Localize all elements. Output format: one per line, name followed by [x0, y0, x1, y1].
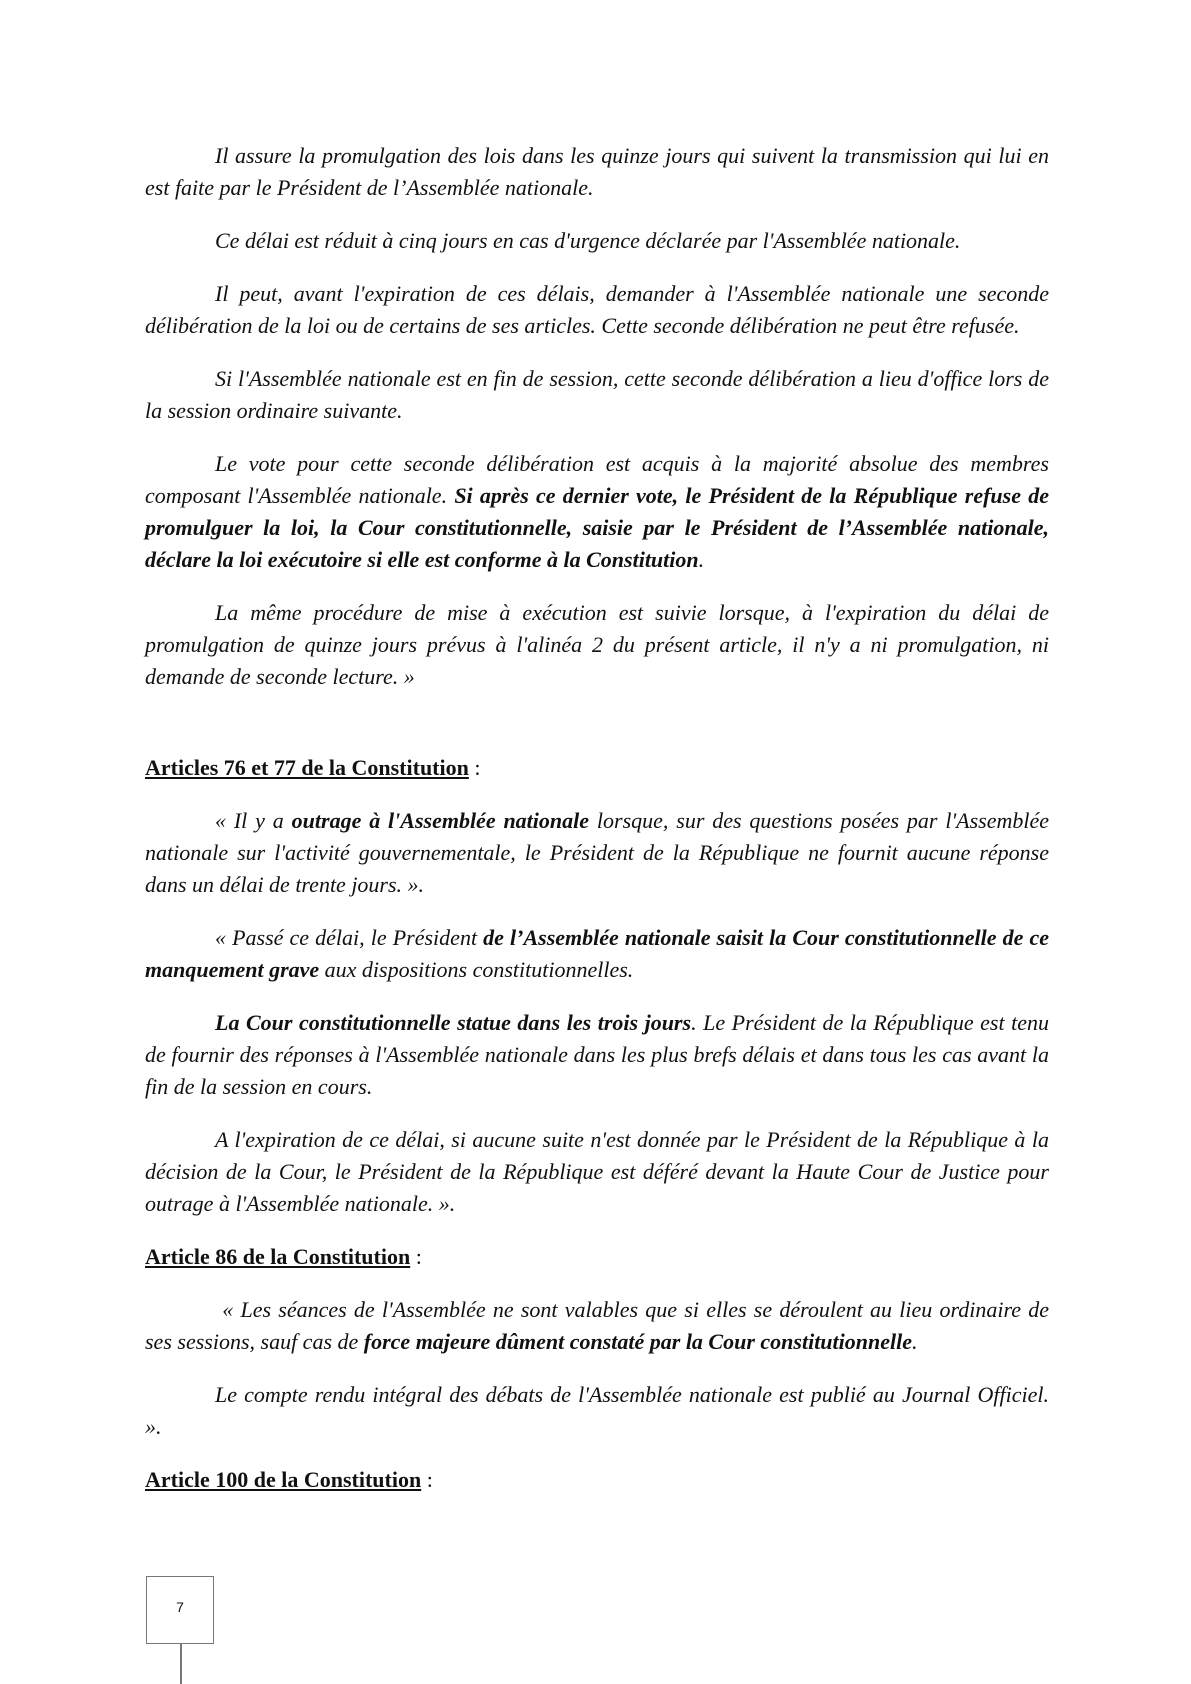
- bold-text-run: de l’Assemblée nationale saisit la Cour constitutionnelle de ce manquement grave: [145, 925, 1049, 982]
- text-run: Le compte rendu intégral des débats de l'Assemblée nationale est publié au Journal Officiel. ».: [145, 1382, 1049, 1439]
- heading-suffix: :: [410, 1244, 422, 1269]
- paragraph: [145, 363, 1049, 427]
- text-run: A l'expiration de ce délai, si aucune suite n'est donnée par le Président de la République à la décision de la Cour, le Président de la République est déféré devant la Haute Cour de Justice pour outrage à l'Assemblée nationale. ».: [145, 1127, 1049, 1216]
- section-gap: [145, 714, 1049, 752]
- bold-text-run: force majeure dûment constaté par la Cour constitutionnelle: [363, 1329, 912, 1354]
- heading-suffix: :: [468, 755, 481, 780]
- heading-suffix: :: [421, 1467, 433, 1492]
- paragraph: [145, 597, 1049, 693]
- paragraph: [145, 225, 1049, 257]
- text-run: Il assure la promulgation des lois dans les quinze jours qui suivent la transmission qui lui en est faite par le Président de l’Assemblée nationale.: [145, 143, 1049, 200]
- text-run: Ce délai est réduit à cinq jours en cas d'urgence déclarée par l'Assemblée nationale.: [215, 228, 961, 253]
- paragraphs-top: [145, 140, 1049, 693]
- text-run: . Le Président de la République est tenu de fournir des réponses à l'Assemblée nationale dans les plus brefs délais et dans tous les cas avant la fin de la session en cours.: [145, 1010, 1049, 1099]
- text-run: « Il y a: [215, 808, 292, 833]
- text-run: .: [698, 547, 705, 572]
- heading-article-100: [145, 1464, 1049, 1496]
- heading-title: Article 100 de la Constitution: [145, 1467, 422, 1492]
- paragraph: [145, 922, 1049, 986]
- paragraph: [145, 1294, 1049, 1358]
- page-number: 7: [176, 1599, 184, 1615]
- bold-text-run: La Cour constitutionnelle statue dans les trois jours: [215, 1010, 692, 1035]
- page-number-box: [146, 1576, 214, 1644]
- paragraph: [145, 448, 1049, 576]
- text-run: Si l'Assemblée nationale est en fin de session, cette seconde délibération a lieu d'office lors de la session ordinaire suivante.: [145, 366, 1049, 423]
- bold-text-run: outrage à l'Assemblée nationale: [291, 808, 590, 833]
- paragraph: [145, 1379, 1049, 1443]
- text-run: « Les séances de l'Assemblée ne sont valables que si elles se déroulent au lieu ordinaire de ses sessions, sauf cas de: [145, 1297, 1049, 1354]
- heading-article-86: [145, 1241, 1049, 1273]
- text-run: .: [912, 1329, 918, 1354]
- paragraph: [145, 1124, 1049, 1220]
- paragraphs-low: [145, 1294, 1049, 1443]
- document-page: [145, 140, 1049, 1517]
- bold-text-run: Si après ce dernier vote, le Président de la République refuse de promulguer la loi, la Cour constitutionnelle, saisie par le Président de l’Assemblée nationale, déclare la loi exécutoire si elle est conforme à la Constitution: [145, 483, 1049, 572]
- heading-title: Article 86 de la Constitution: [145, 1244, 411, 1269]
- text-run: lorsque, sur des questions posées par l'Assemblée nationale sur l'activité gouvernementale, le Président de la République ne fournit aucune réponse dans un délai de trente jours. ».: [145, 808, 1050, 897]
- heading-articles-76-77: [145, 752, 1049, 784]
- text-run: Il peut, avant l'expiration de ces délais, demander à l'Assemblée nationale une seconde délibération de la loi ou de certains de ses articles. Cette seconde délibération ne peut être refusée.: [145, 281, 1049, 338]
- text-run: aux dispositions constitutionnelles.: [319, 957, 634, 982]
- paragraphs-mid: [145, 805, 1049, 1220]
- text-run: Le vote pour cette seconde délibération est acquis à la majorité absolue des membres composant l'Assemblée nationale.: [145, 451, 1049, 508]
- paragraph: [145, 140, 1049, 204]
- page-number-connector-line: [180, 1644, 182, 1684]
- heading-title: Articles 76 et 77 de la Constitution: [145, 755, 469, 780]
- paragraph: [145, 278, 1049, 342]
- paragraph: [145, 1007, 1049, 1103]
- paragraph: [145, 805, 1049, 901]
- text-run: La même procédure de mise à exécution est suivie lorsque, à l'expiration du délai de promulgation de quinze jours prévus à l'alinéa 2 du présent article, il n'y a ni promulgation, ni demande de seconde lecture. »: [145, 600, 1049, 689]
- text-run: « Passé ce délai, le Président: [215, 925, 484, 950]
